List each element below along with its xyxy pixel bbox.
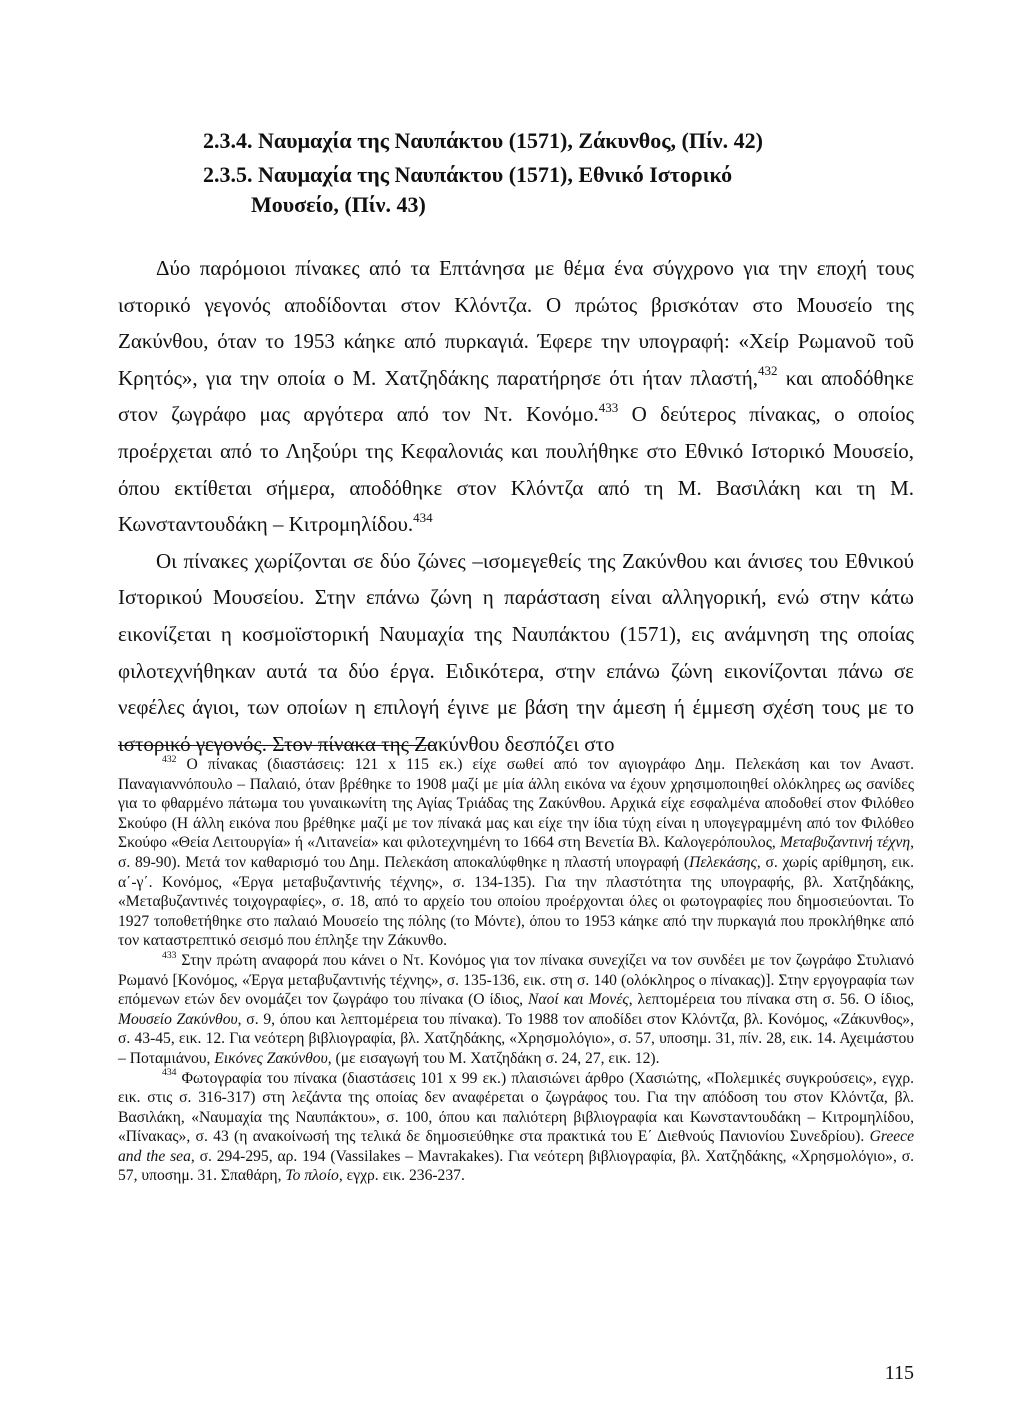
footnote-434: $^{434}$ Φωτογραφία του πίνακα (διαστάσεις 101 x 99 εκ.) πλαισιώνει άρθρο (Χασιώτης, «Πολεμικές συγκρούσεις», εγχρ. εικ. στις σ. 316-317) στη λεζάντα της οποίας δεν αναφέρεται ο ζωγράφος του. Για την απόδοση του στον Κλόντζα, βλ. Βασιλάκη, «Ναυμαχία της Ναυπάκτου», σ. 100, όπου και παλιότερη βιβλιογραφία και Κωνσταντουδάκη – Κιτρομηλίδου, «Πίνακας», σ. 43 (η ανακοίνωσή της τελικά δε δημοσιεύθηκε στα πρακτικά του Ε΄ Διεθνούς Πανιονίου Συνεδρίου). Greece and the sea, σ. 294-295, αρ. 194 (Vassilakes – Mavrakakes). Για νεότερη βιβλιογραφία, βλ. Χατζηδάκης, «Χρησμολόγιο», σ. 57, υποσημ. 31. Σπαθάρη, Το πλοίο, εγχρ. εικ. 236-237. (118, 1067, 914, 1185)
footnote-number: 432 (162, 753, 177, 765)
page-number: 115 (884, 1362, 914, 1384)
footnote-ref-433[interactable]: 433 (598, 400, 619, 416)
body-text (118, 250, 914, 762)
footnote-number: 433 (162, 949, 177, 961)
heading-text-line1: 2.3.5. Ναυμαχία της Ναυπάκτου (1571), Εθνικό Ιστορικό (203, 162, 733, 187)
footnote-432: $^{432}$ Ο πίνακας (διαστάσεις: 121 x 115 εκ.) είχε σωθεί από τον αγιογράφο Δημ. Πελεκάση και τον Αναστ. Παναγιαννόπουλο – Παλαιό, όταν βρέθηκε το 1908 μαζί με μία άλλη εικόνα να έχουν χρησιμοποιηθεί ολόκληρες ως σανίδες για το φθαρμένο πάτωμα του γυναικωνίτη της Αγίας Τριάδας της Ζακύνθου. Αρχικά είχε εσφαλμένα αποδοθεί στον Φιλόθεο Σκούφο (Η άλλη εικόνα που βρέθηκε μαζί με τον πίνακά μας και είχε την ίδια τύχη είναι η υπογεγραμμένη από τον Φιλόθεο Σκούφο «Θεία Λειτουργία» ή «Λιτανεία» και φιλοτεχνημένη το 1664 στη Βενετία Βλ. Καλογερόπουλος, Μεταβυζαντινή τέχνη, σ. 89-90). Μετά τον καθαρισμό του Δημ. Πελεκάση αποκαλύφθηκε η πλαστή υπογραφή (Πελεκάσης, σ. χωρίς αρίθμηση, εικ. α΄-γ΄. Κονόμος, «Έργα μεταβυζαντινής τέχνης», σ. 134-135). Για την πλαστότητα της υπογραφής, βλ. Χατζηδάκης, «Μεταβυζαντινές τοιχογραφίες», σ. 18, από το αρχείο του οποίου προέρχονται όλες οι φωτογραφίες που δημοσιεύονται. Το 1927 τοποθετήθηκε στο παλαιό Μουσείο της πόλης (το Μόντε), όπου το 1953 κάηκε από την πυρκαγιά που προκλήθηκε από τον καταστρεπτικό σεισμό που έπληξε την Ζάκυνθο. (118, 753, 914, 950)
section-heading-2-3-4 (203, 126, 763, 156)
footnote-ref-434[interactable]: 434 (413, 509, 433, 525)
footnote-separator (118, 745, 436, 746)
footnote-number: 434 (162, 1067, 177, 1079)
footnote-ref-432[interactable]: 432 (758, 363, 778, 379)
section-heading-2-3-5 (203, 160, 732, 220)
footnotes (118, 755, 914, 1186)
heading-text: 2.3.4. Ναυμαχία της Ναυπάκτου (1571), Ζάκυνθος, (Πίν. 42) (203, 128, 763, 153)
paragraph-1: Δύο παρόμοιοι πίνακες από τα Επτάνησα με θέμα ένα σύγχρονο για την εποχή τους ιστορικό γεγονός αποδίδονται στον Κλόντζα. Ο πρώτος βρισκόταν στο Μουσείο της Ζακύνθου, όταν το 1953 κάηκε από πυρκαγιά. Έφερε την υπογραφή: «Χείρ Ρωμανοῦ τοῦ Κρητός», για την οποία ο Μ. Χατζηδάκης παρατήρησε ότι ήταν πλαστή,$^{432}$ και αποδόθηκε στον ζωγράφο μας αργότερα από τον Ντ. Κονόμο.$^{433}$ Ο δεύτερος πίνακας, ο οποίος προέρχεται από το Ληξούρι της Κεφαλονιάς και πουλήθηκε στο Εθνικό Ιστορικό Μουσείο, όπου εκτίθεται σήμερα, αποδόθηκε στον Κλόντζα από τη Μ. Βασιλάκη και τη Μ. Κωνσταντουδάκη – Κιτρομηλίδου.$^{434}$ (118, 256, 914, 537)
heading-text-line2: Μουσείο, (Πίν. 43) (251, 192, 426, 217)
paragraph-2: Οι πίνακες χωρίζονται σε δύο ζώνες –ισομεγεθείς της Ζακύνθου και άνισες του Εθνικού Ιστορικού Μουσείου. Στην επάνω ζώνη η παράσταση είναι αλληγορική, ενώ στην κάτω εικονίζεται η κοσμοϊστορική Ναυμαχία της Ναυπάκτου (1571), εις ανάμνηση της οποίας φιλοτεχνήθηκαν αυτά τα δύο έργα. Ειδικότερα, στην επάνω ζώνη εικονίζονται πάνω σε νεφέλες άγιοι, των οποίων η επιλογή έγινε με βάση την άμεση ή έμμεση σχέση τους με το ιστορικό γεγονός. Στον πίνακα της Ζακύνθου δεσπόζει στο (118, 548, 914, 756)
footnote-433: $^{433}$ Στην πρώτη αναφορά που κάνει ο Ντ. Κονόμος για τον πίνακα συνεχίζει να τον συνδέει με τον ζωγράφο Στυλιανό Ρωμανό [Κονόμος, «Έργα μεταβυζαντινής τέχνης», σ. 135-136, εικ. στη σ. 140 (ολόκληρος ο πίνακας)]. Στην εργογραφία των επόμενων ετών δεν ονομάζει τον ζωγράφο του πίνακα (Ο ίδιος, Ναοί και Μονές, λεπτομέρεια του πίνακα στη σ. 56. Ο ίδιος, Μουσείο Ζακύνθου, σ. 9, όπου και λεπτομέρεια του πίνακα). Το 1988 τον αποδίδει στον Κλόντζα, βλ. Κονόμος, «Ζάκυνθος», σ. 43-45, εικ. 12. Για νεότερη βιβλιογραφία, βλ. Χατζηδάκης, «Χρησμολόγιο», σ. 57, υποσημ. 31, πίν. 28, εικ. 14. Αχειμάστου – Ποταμιάνου, Εικόνες Ζακύνθου, (με εισαγωγή του Μ. Χατζηδάκη σ. 24, 27, εικ. 12). (118, 949, 915, 1067)
